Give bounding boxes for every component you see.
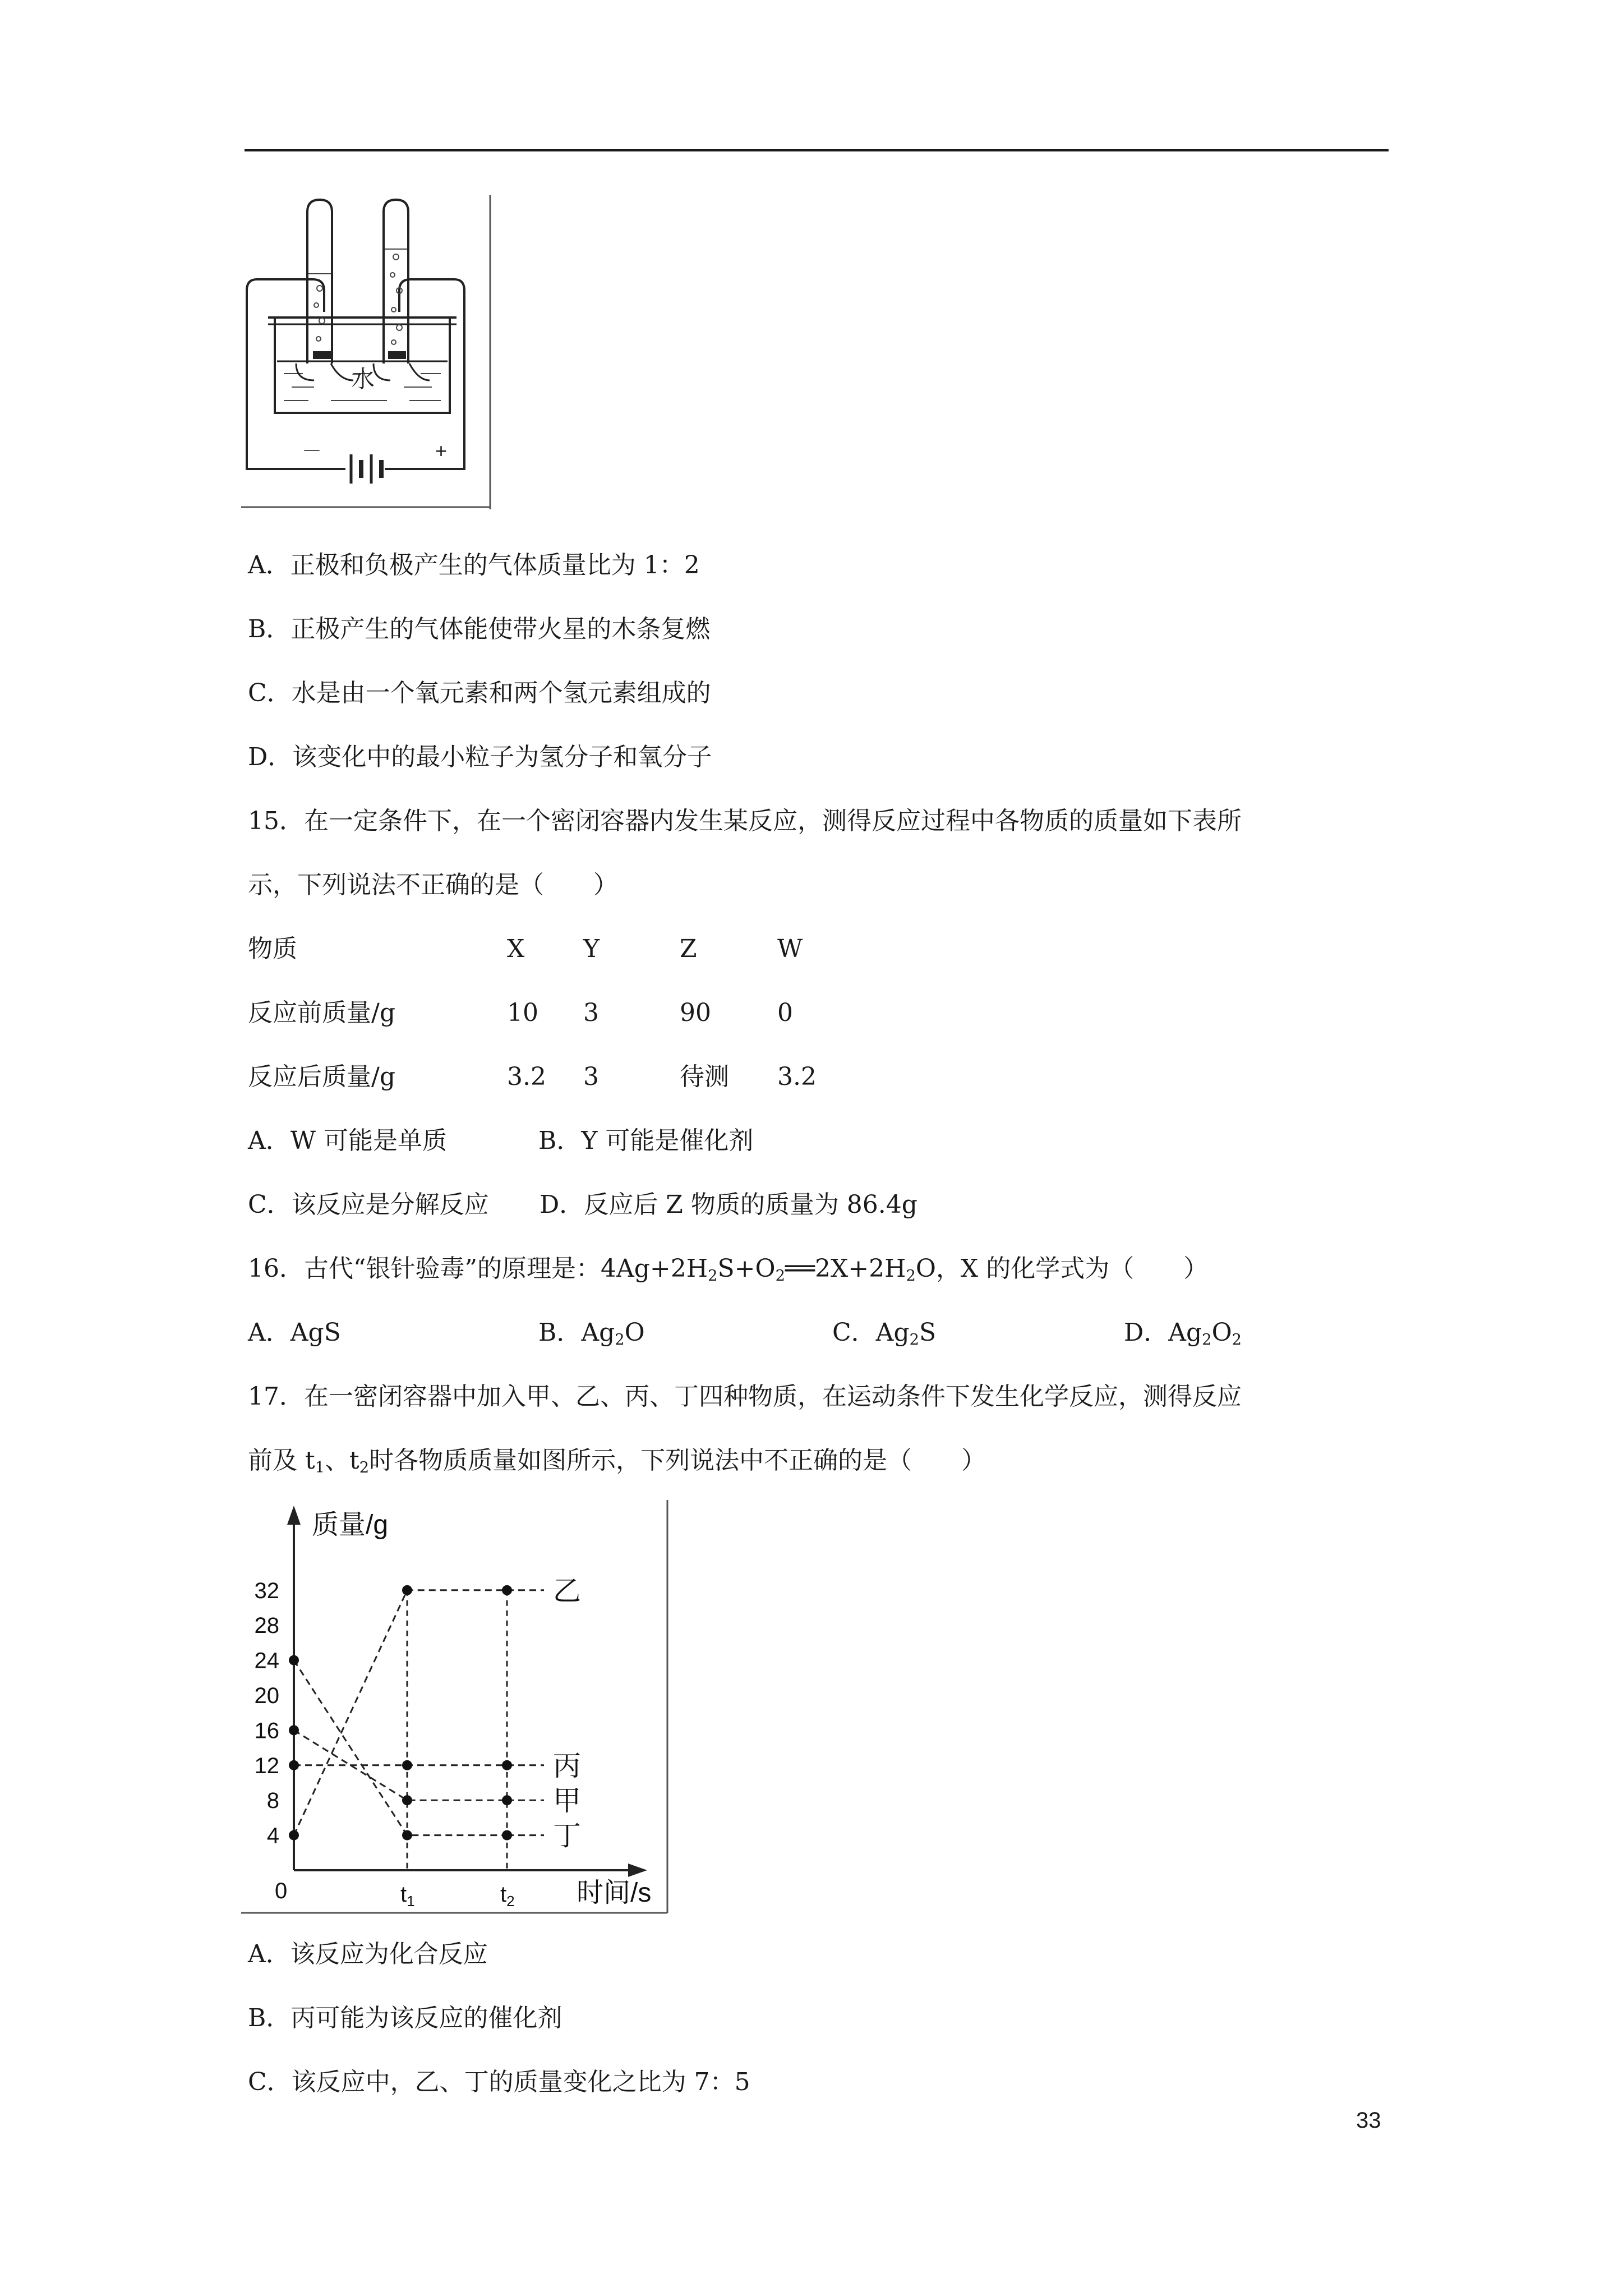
- q16-option-c: C．$Ag_2S$: [832, 1318, 937, 1349]
- table-cell: 90: [680, 999, 711, 1027]
- q17-option-b: B．丙可能为该反应的催化剂: [248, 2004, 562, 2032]
- data-point: [289, 1655, 299, 1665]
- table-header-cell: X: [507, 935, 525, 963]
- minus-label: －: [302, 439, 322, 462]
- table-header-cell: 物质: [248, 935, 297, 963]
- q16-stem: 16．古代“银针验毒”的原理是：$4Ag+2H_2S+O_2══2X+2H_2O$，X 的化学式为（ ）: [248, 1254, 1209, 1285]
- x-axis-label: 时间/s: [577, 1878, 652, 1908]
- q16-option-a: A．AgS: [248, 1318, 341, 1347]
- series-label: 丁: [553, 1820, 581, 1852]
- q14-option-b: B．正极产生的气体能使带火星的木条复燃: [248, 615, 711, 643]
- q17-stem-line1: 17．在一密闭容器中加入甲、乙、丙、丁四种物质，在运动条件下发生化学反应，测得反应: [248, 1382, 1242, 1411]
- y-tick-label: 24: [254, 1648, 279, 1673]
- series-label: 丙: [553, 1750, 581, 1782]
- table-header-cell: Y: [583, 935, 600, 963]
- q15-option-d: D．反应后 Z 物质的质量为 86.4g: [540, 1190, 917, 1219]
- series-label: 乙: [553, 1575, 581, 1607]
- y-tick-label: 32: [254, 1578, 279, 1603]
- q14-option-a: A．正极和负极产生的气体质量比为 1：2: [248, 551, 700, 579]
- y-axis-label: 质量/g: [312, 1510, 389, 1540]
- q14-option-d: D．该变化中的最小粒子为氢分子和氧分子: [248, 743, 712, 771]
- data-point: [502, 1585, 512, 1595]
- q15-option-a: A．W 可能是单质: [248, 1126, 447, 1155]
- page-number: 33: [1356, 2108, 1381, 2133]
- origin-label: 0: [275, 1879, 288, 1903]
- q15-option-b: B．Y 可能是催化剂: [538, 1126, 754, 1155]
- table-cell: 10: [507, 999, 538, 1027]
- q14-option-c: C．水是由一个氧元素和两个氢元素组成的: [248, 679, 711, 707]
- table-cell: 3: [583, 1062, 599, 1091]
- data-point: [502, 1795, 512, 1805]
- q17-option-c: C．该反应中，乙、丁的质量变化之比为 7：5: [248, 2068, 750, 2096]
- electrolysis-figure: [241, 195, 499, 509]
- q16-equation: $4Ag+2H_2S+O_2══2X+2H_2O$: [600, 1254, 936, 1285]
- y-tick-label: 12: [254, 1753, 279, 1778]
- series-label: 甲: [553, 1785, 581, 1817]
- x-tick-label: $t_2$: [500, 1882, 515, 1910]
- y-tick-label: 28: [254, 1613, 279, 1639]
- data-point: [402, 1585, 412, 1595]
- y-tick-label: 16: [254, 1718, 279, 1743]
- table-header-cell: W: [777, 935, 803, 963]
- table-cell: 3: [583, 999, 599, 1027]
- table-cell: 待测: [680, 1062, 729, 1091]
- y-tick-label: 8: [266, 1788, 279, 1814]
- table-cell: 反应后质量/g: [248, 1062, 395, 1091]
- data-point: [402, 1795, 412, 1805]
- table-cell: 3.2: [777, 1062, 817, 1091]
- q16-option-b: B．$Ag_2O$: [538, 1318, 645, 1349]
- table-cell: 3.2: [507, 1062, 546, 1091]
- q16-option-d: D．$Ag_2O_2$: [1124, 1318, 1242, 1349]
- q15-stem-line2: 示，下列说法不正确的是（ ）: [248, 871, 618, 899]
- y-tick-label: 20: [254, 1683, 279, 1708]
- q15-option-c: C．该反应是分解反应: [248, 1190, 489, 1219]
- mass-time-chart: [241, 1500, 679, 1915]
- y-tick-label: 4: [266, 1823, 279, 1848]
- q17-stem-line2: 前及 $t_1$、$t_2$时各物质质量如图所示，下列说法中不正确的是（ ）: [248, 1446, 986, 1476]
- data-point: [289, 1760, 299, 1770]
- table-cell: 0: [777, 999, 793, 1027]
- data-point: [502, 1830, 512, 1841]
- data-point: [289, 1725, 299, 1735]
- table-header-cell: Z: [680, 935, 697, 963]
- data-point: [502, 1760, 512, 1770]
- q15-stem-line1: 15．在一定条件下，在一个密闭容器内发生某反应，测得反应过程中各物质的质量如下表所: [248, 807, 1242, 835]
- x-tick-label: $t_1$: [400, 1882, 415, 1910]
- plus-label: +: [435, 439, 448, 462]
- header-rule: [245, 149, 1389, 151]
- water-label: 水: [351, 366, 375, 392]
- q17-option-a: A．该反应为化合反应: [248, 1940, 488, 1968]
- data-point: [289, 1830, 299, 1841]
- table-cell: 反应前质量/g: [248, 999, 395, 1027]
- data-point: [402, 1760, 412, 1770]
- data-point: [402, 1830, 412, 1841]
